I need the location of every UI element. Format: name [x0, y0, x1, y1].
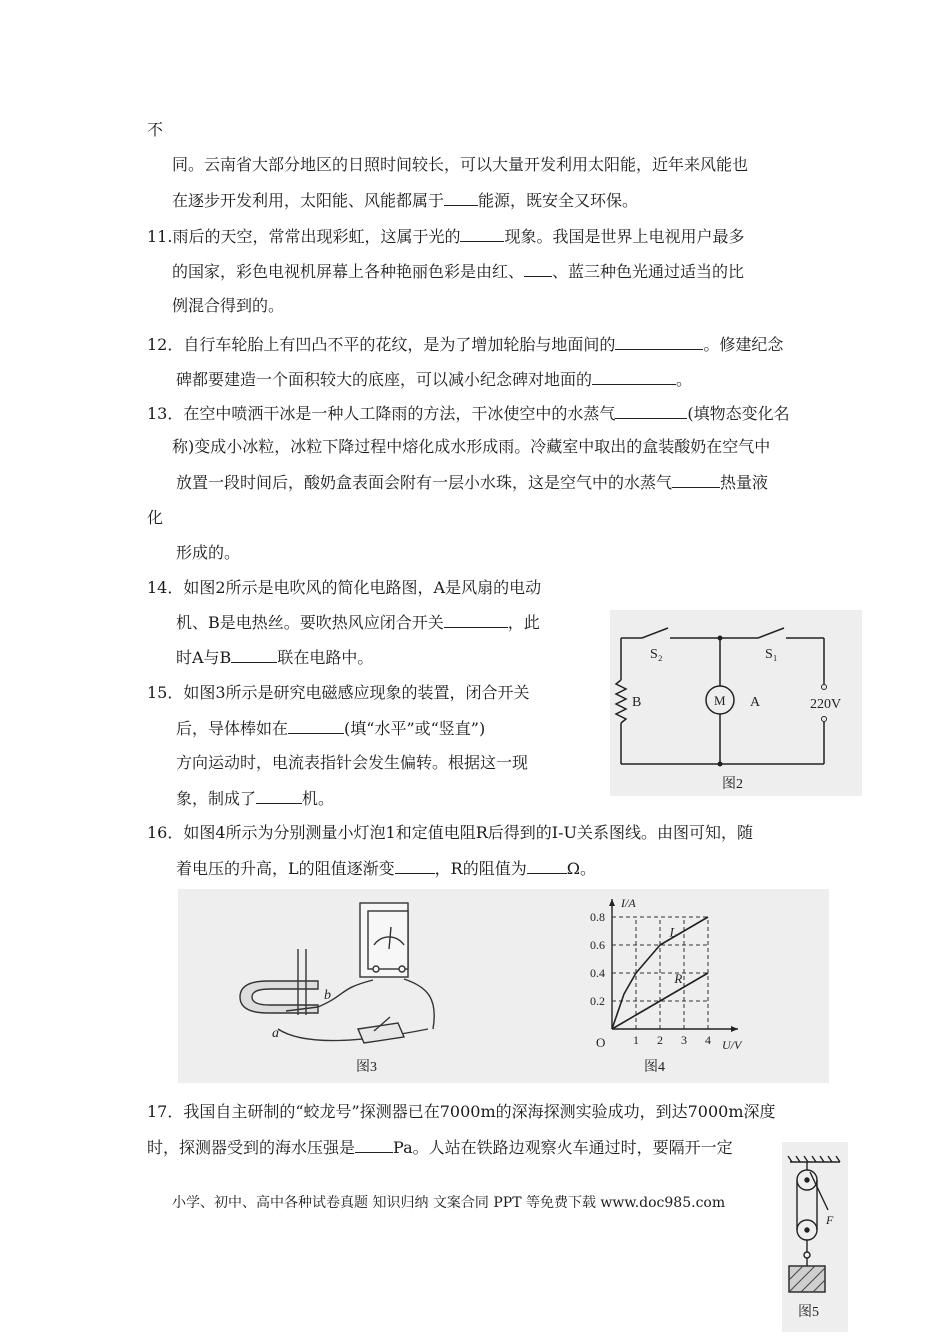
label-s1: S₁	[765, 647, 778, 662]
series-label-r: R	[674, 970, 683, 986]
answer-blank[interactable]	[524, 260, 552, 277]
label-b: B	[632, 695, 642, 710]
x-tick-label: 2	[657, 1033, 663, 1047]
switch-icon	[358, 1017, 404, 1043]
answer-blank[interactable]	[527, 857, 567, 874]
text-segment: 后，导体棒如在	[176, 719, 289, 738]
text-line	[172, 260, 744, 283]
label-voltage: 220V	[810, 697, 842, 712]
y-tick-label: 0.2	[590, 994, 605, 1008]
text-line: 同。云南省大部分地区的日照时间较长，可以大量开发利用太阳能，近年来风能也	[172, 155, 749, 174]
junction-dot	[718, 762, 723, 767]
text-line	[176, 646, 373, 669]
x-tick-label: 1	[633, 1033, 639, 1047]
figure-2-circuit	[610, 610, 862, 796]
y-tick-label: 0.4	[590, 966, 605, 980]
text-segment: 13．在空中喷洒干冰是一种人工降雨的方法，干冰使空中的水蒸气	[147, 404, 616, 423]
answer-blank[interactable]	[355, 1136, 393, 1153]
label-b: b	[324, 988, 331, 1003]
text-line	[176, 368, 692, 391]
text-segment: 能源，既安全又环保。	[478, 191, 639, 210]
answer-blank[interactable]	[444, 611, 508, 628]
label-m: M	[714, 693, 726, 708]
question-12	[147, 333, 783, 356]
question-17: 17．我国自主研制的“蛟龙号”探测器已在7000m的深海探测实验成功，到达7000m深度	[147, 1102, 776, 1121]
text-segment: (填物态变化名	[687, 404, 790, 423]
figure-3-4-panel	[178, 889, 829, 1083]
text-line	[176, 717, 485, 740]
answer-blank[interactable]	[615, 402, 687, 419]
x-axis-arrow	[731, 1026, 738, 1032]
text-segment: (填“水平”或“竖直”)	[344, 719, 486, 738]
figure-3-apparatus	[178, 889, 829, 1083]
text-segment: ，R的阻值为	[434, 859, 527, 878]
text-segment: 11.雨后的天空，常常出现彩虹，这属于光的	[147, 227, 461, 246]
figure-caption: 图2	[722, 777, 743, 792]
text-segment: 在逐步开发利用，太阳能、风能都属于	[172, 191, 445, 210]
text-segment: 。	[676, 370, 693, 389]
text-line	[172, 189, 638, 212]
question-16: 16．如图4所示为分别测量小灯泡1和定值电阻R后得到的I-U关系图线。由图可知，随	[147, 823, 753, 842]
text-segment: 联在电路中。	[277, 648, 374, 667]
figure-caption: 图5	[798, 1305, 819, 1320]
text-segment: 碑都要建造一个面积较大的底座，可以减小纪念碑对地面的	[176, 370, 593, 389]
text-segment: 热量液	[720, 473, 769, 492]
text-segment: Pa。人站在铁路边观察火车通过时，要隔开一定	[393, 1138, 733, 1157]
text-line	[176, 857, 596, 880]
question-15: 15．如图3所示是研究电磁感应现象的装置，闭合开关	[147, 683, 530, 702]
galvanometer-icon	[360, 903, 408, 977]
force-label: F	[826, 1213, 834, 1227]
answer-blank[interactable]	[444, 189, 478, 206]
circuit-diagram	[610, 610, 862, 796]
text-line: 方向运动时，电流表指针会发生偏转。根据这一现	[176, 753, 529, 772]
text-segment: 现象。我国是世界上电视用户最多	[504, 227, 745, 246]
text-segment: 的国家，彩色电视机屏幕上各种艳丽色彩是由红、	[172, 262, 525, 281]
x-axis-label: U/V	[722, 1038, 742, 1052]
origin-label: O	[596, 1035, 606, 1050]
text-segment: 象，制成了	[176, 789, 257, 808]
page-footer: 小学、初中、高中各种试卷真题 知识归纳 文案合同 PPT 等免费下载 www.doc985.com	[172, 1195, 726, 1211]
text-segment: 。修建纪念	[703, 335, 784, 354]
switch-s1	[758, 628, 784, 638]
text-segment: 放置一段时间后，酸奶盒表面会附有一层小水珠，这是空气中的水蒸气	[176, 473, 673, 492]
pull-rope	[810, 1172, 828, 1210]
answer-blank[interactable]	[592, 368, 676, 385]
label-a: A	[750, 695, 761, 710]
text-line: 不	[147, 120, 164, 139]
text-segment: 着电压的升高，L的阻值逐渐变	[176, 859, 395, 878]
text-segment: 12．自行车轮胎上有凹凸不平的花纹，是为了增加轮胎与地面间的	[147, 335, 616, 354]
terminal	[822, 717, 827, 722]
heating-wire-b	[616, 680, 626, 723]
answer-blank[interactable]	[395, 857, 435, 874]
answer-blank[interactable]	[256, 787, 302, 804]
text-line	[176, 787, 334, 810]
text-line: 称)变成小冰粒，冰粒下降过程中熔化成水形成雨。冷藏室中取出的盒装酸奶在空气中	[172, 437, 771, 456]
x-tick-label: 4	[705, 1033, 711, 1047]
answer-blank[interactable]	[288, 717, 344, 734]
text-line: 化	[147, 508, 164, 527]
text-segment: ，此	[507, 613, 540, 632]
label-a: a	[272, 1026, 279, 1041]
terminal	[822, 685, 827, 690]
answer-blank[interactable]	[672, 471, 720, 488]
y-tick-label: 0.6	[590, 938, 605, 952]
figure-caption: 图3	[356, 1060, 377, 1075]
answer-blank[interactable]	[615, 333, 703, 350]
junction-dot	[718, 636, 723, 641]
question-11	[147, 225, 744, 248]
text-line	[176, 611, 540, 634]
text-segment: 时，探测器受到的海水压强是	[147, 1138, 356, 1157]
x-tick-label: 3	[681, 1033, 687, 1047]
text-line	[147, 1136, 733, 1159]
answer-blank[interactable]	[231, 646, 277, 663]
answer-blank[interactable]	[460, 225, 504, 242]
text-line: 例混合得到的。	[172, 296, 285, 315]
figure-4-chart	[590, 896, 743, 1075]
text-line	[176, 471, 768, 494]
y-axis-label: I/A	[621, 896, 636, 910]
text-line: 形成的。	[176, 543, 241, 562]
question-13	[147, 402, 790, 425]
label-s2: S₂	[650, 647, 663, 662]
figure-caption: 图4	[644, 1060, 665, 1075]
pulley-diagram	[782, 1142, 848, 1332]
y-axis-arrow	[609, 899, 615, 906]
text-segment: Ω。	[566, 859, 596, 878]
text-segment: 机。	[302, 789, 335, 808]
weight-block	[789, 1266, 825, 1292]
figure-5-pulley	[782, 1142, 848, 1332]
question-14: 14．如图2所示是电吹风的简化电路图，A是风扇的电动	[147, 578, 542, 597]
series-label-l: L	[669, 924, 677, 940]
text-segment: 机、B是电热丝。要吹热风应闭合开关	[176, 613, 444, 632]
y-tick-label: 0.8	[590, 910, 605, 924]
switch-s2	[642, 628, 668, 638]
text-segment: 时A与B	[176, 648, 232, 667]
text-segment: 、蓝三种色光通过适当的比	[552, 262, 745, 281]
